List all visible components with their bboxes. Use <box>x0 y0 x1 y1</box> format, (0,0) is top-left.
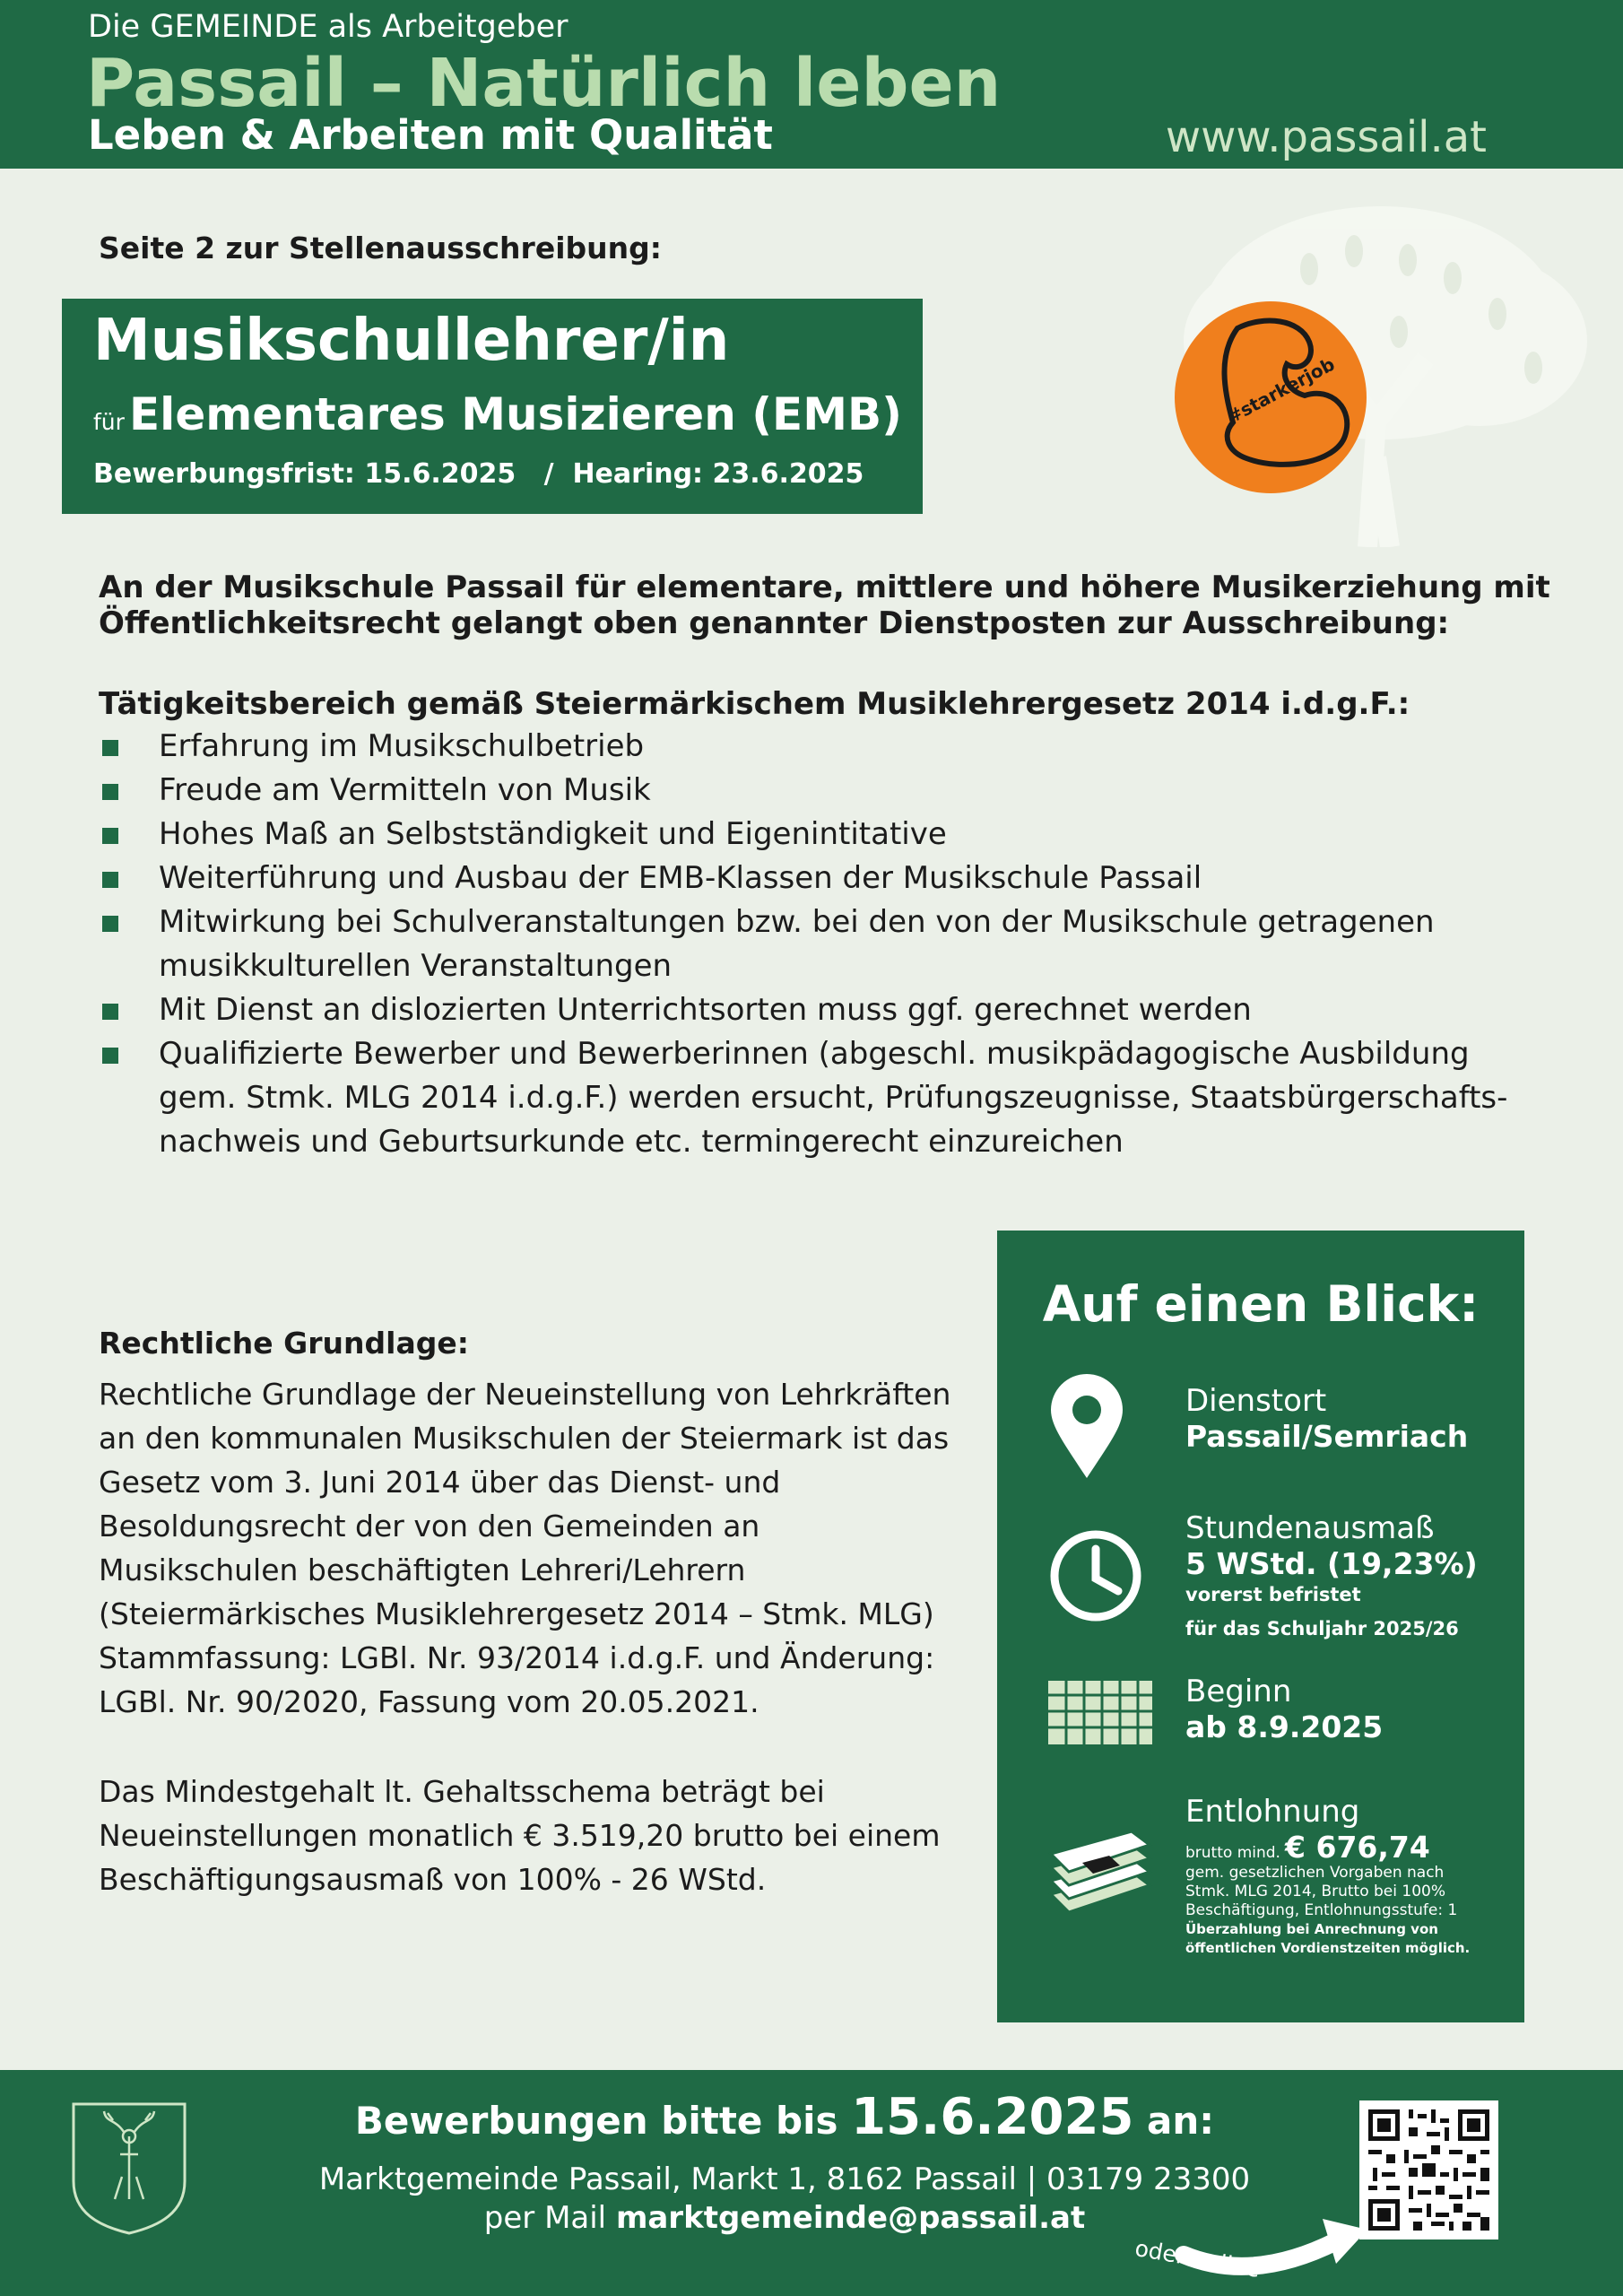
application-cta <box>0 2088 1569 2146</box>
pay-note-1: gem. gesetzlichen Vorgaben nach <box>1185 1864 1445 1882</box>
pay-prefix: brutto mind. <box>1185 1844 1280 1862</box>
bullet-square-icon <box>102 1048 118 1064</box>
panel-title: Auf einen Blick: <box>1042 1275 1480 1333</box>
location-label: Dienstort <box>1185 1383 1327 1419</box>
mail-prefix: per Mail <box>483 2200 616 2236</box>
list-item: Mitwirkung bei Schulveranstaltungen bzw. bei den von der Musikschule getragenen musikkulturellen Veranstaltungen <box>99 900 1551 988</box>
hours-note-1: vorerst befristet <box>1185 1584 1361 1605</box>
pay-amount-line <box>1185 1830 1430 1865</box>
bullet-square-icon <box>102 916 118 932</box>
job-title-box <box>62 299 923 514</box>
job-dates: Bewerbungsfrist: 15.6.2025 / Hearing: 23.6.2025 <box>93 458 864 490</box>
list-item: Hohes Maß an Selbstständigkeit und Eigenintitative <box>99 813 1551 857</box>
brand-slogan: Leben & Arbeiten mit Qualität <box>88 111 773 159</box>
website-link[interactable]: www.passail.at <box>1165 112 1487 162</box>
pay-bold-note-2: öffentlichen Vordienstzeiten möglich. <box>1185 1940 1471 1956</box>
bullet-square-icon <box>102 872 118 888</box>
start-label: Beginn <box>1185 1674 1292 1709</box>
brand-title: Passail – Natürlich leben <box>86 45 1002 122</box>
list-item: Mit Dienst an dislozierten Unterrichtsorten muss ggf. gerechnet werden <box>99 988 1551 1032</box>
legal-text: Rechtliche Grundlage der Neueinstellung von Lehrkräften an den kommunalen Musikschulen der Steiermark ist das Gesetz vom 3. Juni 2014 über das Dienst- und Besoldungsrecht der von den Gemeinden an Musikschulen beschäftigten Lehreri/Lehrern (Steiermärkisches Musiklehrergesetz 2014 – Stmk. MLG) Stammfassung: LGBl. Nr. 93/2014 i.d.g.F. und Änderung: LGBl. Nr. 90/2020, Fassung vom 20.05.2021. <box>99 1377 951 1719</box>
pay-amount: € 676,74 <box>1285 1830 1430 1865</box>
pay-label: Entlohnung <box>1185 1794 1360 1830</box>
email-link[interactable]: marktgemeinde@passail.at <box>615 2200 1086 2236</box>
calendar-icon <box>1046 1679 1154 1746</box>
pay-bold-note-1: Überzahlung bei Anrechnung von <box>1185 1921 1438 1937</box>
hours-label: Stundenausmaß <box>1185 1510 1435 1546</box>
cta-prefix: Bewerbungen bitte bis <box>354 2099 852 2143</box>
intro-paragraph: An der Musikschule Passail für elementare, mittlere und höhere Musikerziehung mit Öffentlichkeitsrecht gelangt oben genannter Dienstposten zur Ausschreibung: <box>99 570 1550 641</box>
job-subtitle-prefix: für <box>93 409 125 435</box>
qr-code-pattern <box>1359 2100 1498 2239</box>
cta-date: 15.6.2025 <box>851 2088 1134 2146</box>
cta-suffix: an: <box>1133 2099 1215 2143</box>
pay-note-3: Beschäftigung, Entlohnungsstufe: 1 <box>1185 1901 1458 1919</box>
bullet-square-icon <box>102 1004 118 1020</box>
hours-value: 5 WStd. (19,23%) <box>1185 1546 1478 1581</box>
duties-list <box>99 725 1551 1164</box>
money-stack-icon <box>1046 1822 1154 1921</box>
job-subtitle-main: Elementares Musizieren (EMB) <box>129 388 902 440</box>
header-bar <box>0 0 1623 169</box>
legal-heading: Rechtliche Grundlage: <box>99 1326 469 1361</box>
location-value: Passail/Semriach <box>1185 1419 1469 1454</box>
footer-bar <box>0 2070 1623 2296</box>
qr-code-icon[interactable] <box>1359 2100 1498 2239</box>
list-item: Erfahrung im Musikschulbetrieb <box>99 725 1551 769</box>
contact-address: Marktgemeinde Passail, Markt 1, 8162 Passail | 03179 23300 <box>318 2161 1251 2197</box>
online-hint: oder online <box>1133 2234 1263 2283</box>
list-item: Qualifizierte Bewerber und Bewerberinnen (abgeschl. musikpädagogische Ausbildung gem. Stmk. MLG 2014 i.d.g.F.) werden ersucht, Prüfungszeugnisse, Staatsbürgerschaftsnachweis und Geburtsurkunde etc. termingerecht einzureichen <box>99 1032 1551 1164</box>
bullet-square-icon <box>102 784 118 800</box>
list-item: Weiterführung und Ausbau der EMB-Klassen der Musikschule Passail <box>99 857 1551 900</box>
header-kicker: Die GEMEINDE als Arbeitgeber <box>88 9 568 45</box>
pay-note-2: Stmk. MLG 2014, Brutto bei 100% <box>1185 1883 1445 1900</box>
page-note: Seite 2 zur Stellenausschreibung: <box>99 230 662 265</box>
list-item: Freude am Vermitteln von Musik <box>99 769 1551 813</box>
starkerjob-badge <box>1175 301 1367 493</box>
hours-note-2: für das Schuljahr 2025/26 <box>1185 1618 1459 1639</box>
clock-icon <box>1046 1526 1145 1625</box>
start-value: ab 8.9.2025 <box>1185 1709 1384 1744</box>
salary-text: Das Mindestgehalt lt. Gehaltsschema beträgt bei Neueinstellungen monatlich € 3.519,20 brutto bei einem Beschäftigungsausmaß von 100% - 26 WStd. <box>99 1774 941 1897</box>
bullet-square-icon <box>102 828 118 844</box>
job-subtitle <box>93 388 902 440</box>
badge-text: #starkerjob <box>1223 352 1339 429</box>
duties-heading: Tätigkeitsbereich gemäß Steiermärkischem Musiklehrergesetz 2014 i.d.g.F.: <box>99 686 1410 722</box>
job-title: Musikschullehrer/in <box>93 308 730 374</box>
bullet-square-icon <box>102 740 118 756</box>
location-pin-icon <box>1046 1372 1127 1480</box>
at-a-glance-panel <box>997 1231 1524 2022</box>
